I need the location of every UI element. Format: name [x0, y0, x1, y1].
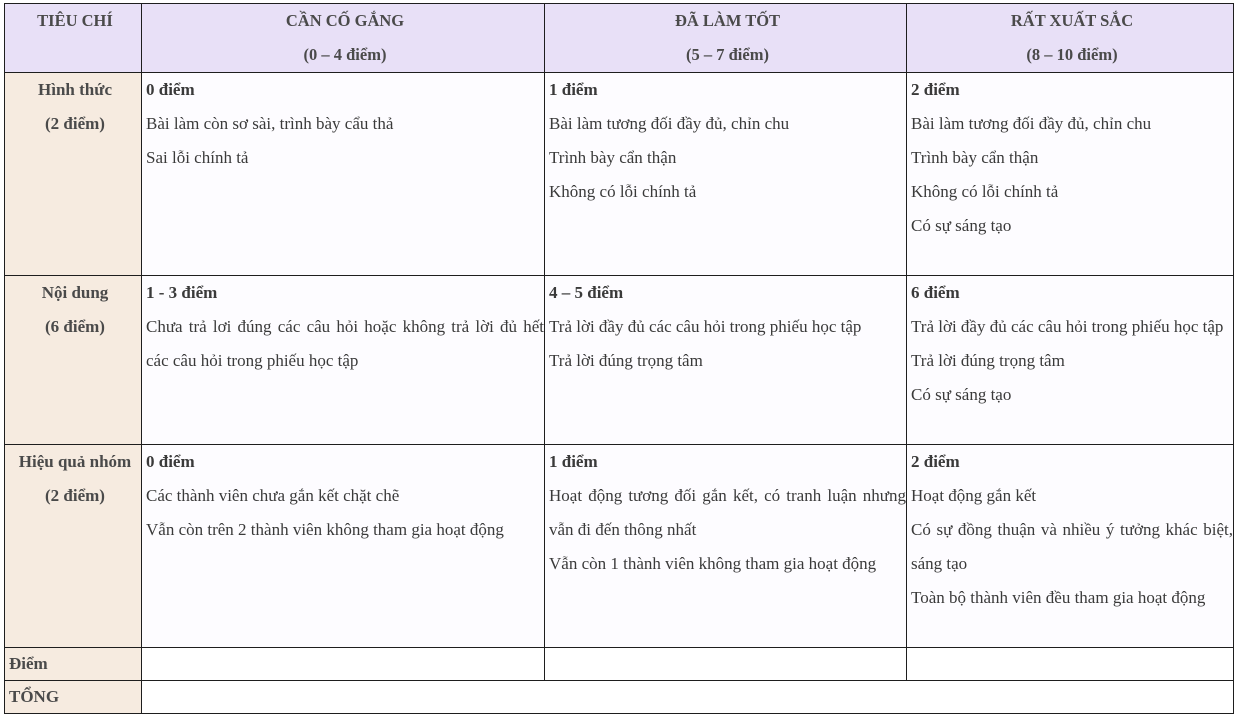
rubric-cell	[907, 73, 1234, 276]
cell-item: Bài làm còn sơ sài, trình bày cẩu thả	[146, 114, 394, 133]
rubric-cell	[545, 73, 907, 276]
total-row	[5, 681, 1234, 714]
cell-score: 4 – 5 điểm	[549, 283, 624, 302]
criterion-weight: (2 điểm)	[45, 114, 105, 133]
cell-item: Vẫn còn 1 thành viên không tham gia hoạt động	[549, 554, 877, 573]
rubric-cell	[142, 73, 545, 276]
level-range: (8 – 10 điểm)	[1026, 45, 1118, 64]
criterion-weight: (2 điểm)	[45, 486, 105, 505]
cell-item: Trả lời đầy đủ các câu hỏi trong phiếu học tập	[911, 317, 1224, 336]
score-label: Điểm	[5, 648, 142, 681]
level-title: ĐÃ LÀM TỐT	[674, 11, 781, 30]
criterion-row-content	[5, 276, 1234, 445]
cell-score: 0 điểm	[146, 80, 195, 99]
cell-item: Có sự đồng thuận và nhiều ý tưởng khác biệt, sáng tạo	[911, 520, 1233, 573]
criterion-row-teamwork	[5, 445, 1234, 648]
cell-score: 1 - 3 điểm	[146, 283, 218, 302]
cell-item: Trả lời đầy đủ các câu hỏi trong phiếu học tập	[549, 317, 862, 336]
cell-score: 0 điểm	[146, 452, 195, 471]
cell-item: Bài làm tương đối đầy đủ, chỉn chu	[549, 114, 790, 133]
cell-score: 2 điểm	[911, 80, 960, 99]
cell-score: 6 điểm	[911, 283, 960, 302]
rubric-cell	[545, 276, 907, 445]
criterion-cell	[5, 445, 142, 648]
criterion-name: Nội dung	[41, 283, 109, 302]
cell-score: 2 điểm	[911, 452, 960, 471]
criterion-cell	[5, 276, 142, 445]
rubric-cell	[142, 445, 545, 648]
cell-item: Có sự sáng tạo	[911, 216, 1012, 235]
cell-item: Các thành viên chưa gắn kết chặt chẽ	[146, 486, 400, 505]
rubric-cell	[142, 276, 545, 445]
header-level-1	[142, 4, 545, 73]
header-criteria-label: TIÊU CHÍ	[37, 11, 113, 30]
header-row	[5, 4, 1234, 73]
cell-item: Vẫn còn trên 2 thành viên không tham gia hoạt động	[146, 520, 504, 539]
cell-item: Hoạt động gắn kết	[911, 486, 1037, 505]
total-label: TỔNG	[5, 681, 142, 714]
criterion-name: Hình thức	[38, 80, 112, 99]
cell-item: Trình bày cẩn thận	[549, 148, 677, 167]
header-level-2	[545, 4, 907, 73]
rubric-cell	[545, 445, 907, 648]
cell-score: 1 điểm	[549, 452, 598, 471]
cell-score: 1 điểm	[549, 80, 598, 99]
score-cell-level-1[interactable]	[142, 648, 545, 681]
cell-item: Có sự sáng tạo	[911, 385, 1012, 404]
cell-item: Bài làm tương đối đầy đủ, chỉn chu	[911, 114, 1152, 133]
cell-item: Trả lời đúng trọng tâm	[549, 351, 703, 370]
score-row	[5, 648, 1234, 681]
score-cell-level-3[interactable]	[907, 648, 1234, 681]
cell-item: Không có lỗi chính tả	[911, 182, 1059, 201]
cell-item: Không có lỗi chính tả	[549, 182, 697, 201]
cell-item: Hoạt động tương đối gắn kết, có tranh luận nhưng vẫn đi đến thông nhất	[549, 486, 906, 539]
criterion-row-form	[5, 73, 1234, 276]
cell-item: Toàn bộ thành viên đều tham gia hoạt động	[911, 588, 1206, 607]
total-cell[interactable]	[142, 681, 1234, 714]
level-range: (5 – 7 điểm)	[686, 45, 769, 64]
header-criteria	[5, 4, 142, 73]
level-title: CẦN CỐ GẮNG	[285, 11, 405, 30]
criterion-cell	[5, 73, 142, 276]
cell-item: Trả lời đúng trọng tâm	[911, 351, 1065, 370]
rubric-table	[4, 3, 1234, 714]
cell-item: Sai lỗi chính tả	[146, 148, 249, 167]
criterion-name: Hiệu quả nhóm	[18, 452, 132, 471]
rubric-cell	[907, 276, 1234, 445]
rubric-cell	[907, 445, 1234, 648]
score-cell-level-2[interactable]	[545, 648, 907, 681]
cell-item: Trình bày cẩn thận	[911, 148, 1039, 167]
header-level-3	[907, 4, 1234, 73]
level-range: (0 – 4 điểm)	[303, 45, 387, 64]
level-title: RẤT XUẤT SẮC	[1010, 11, 1134, 30]
criterion-weight: (6 điểm)	[45, 317, 105, 336]
cell-item: Chưa trả lơi đúng các câu hỏi hoặc không trả lời đủ hết các câu hỏi trong phiếu học tập	[146, 317, 544, 370]
